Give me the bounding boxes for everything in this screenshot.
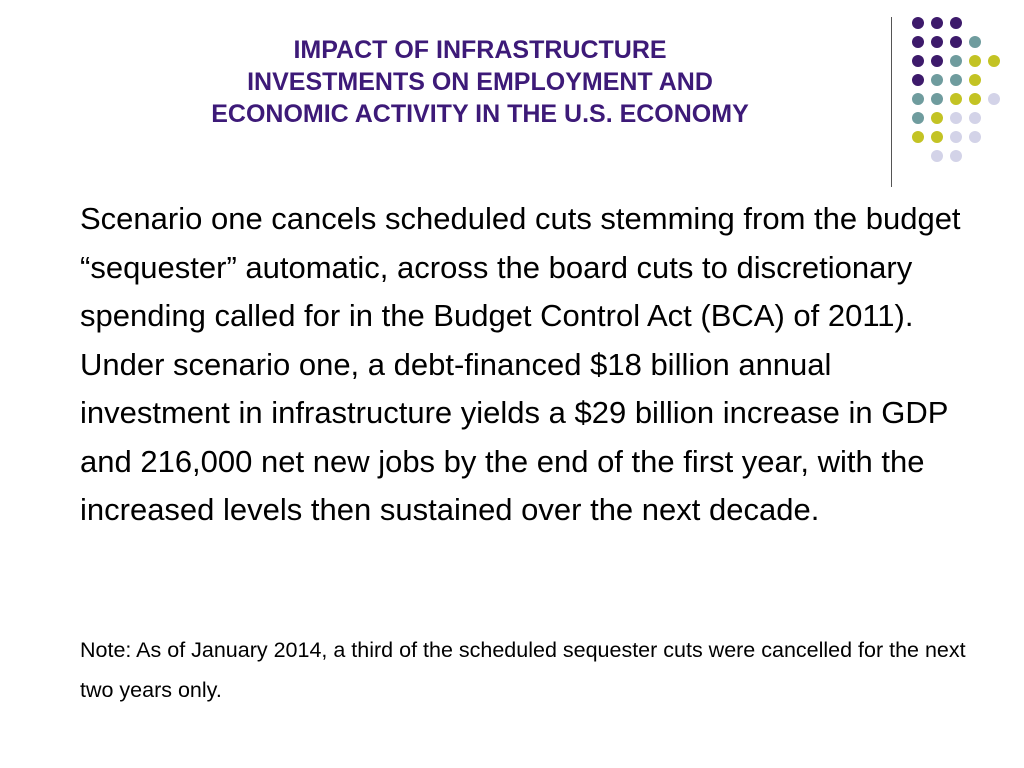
- dot-purple: [912, 55, 924, 67]
- body-paragraph: Scenario one cancels scheduled cuts stemming from the budget “sequester” automatic, across the board cuts to discretionary spending called for in the Budget Control Act (BCA) of 2011). Under scenario one, a debt-financed $18 billion annual investment in infrastructure yields a $29 billion increase in GDP and 216,000 net new jobs by the end of the first year, with the increased levels then sustained over the next decade.: [80, 201, 961, 527]
- dot-teal: [969, 36, 981, 48]
- dot-purple: [912, 36, 924, 48]
- dot-lavender: [950, 112, 962, 124]
- dot-purple: [912, 17, 924, 29]
- dot-purple: [950, 17, 962, 29]
- dot-olive: [969, 74, 981, 86]
- dot-lavender: [931, 150, 943, 162]
- dot-olive: [988, 55, 1000, 67]
- dot-purple: [931, 17, 943, 29]
- dot-teal: [950, 55, 962, 67]
- dot-purple: [931, 36, 943, 48]
- dot-olive: [931, 131, 943, 143]
- dot-olive: [969, 93, 981, 105]
- title-line-1: IMPACT OF INFRASTRUCTURE: [293, 36, 667, 64]
- dot-olive: [969, 55, 981, 67]
- dot-lavender: [950, 150, 962, 162]
- dot-teal: [931, 74, 943, 86]
- dot-lavender: [950, 131, 962, 143]
- dot-olive: [931, 112, 943, 124]
- title-line-2: INVESTMENTS ON EMPLOYMENT AND: [247, 68, 713, 96]
- dot-lavender: [988, 93, 1000, 105]
- dot-teal: [950, 74, 962, 86]
- title-line-3: ECONOMIC ACTIVITY IN THE U.S. ECONOMY: [211, 100, 749, 128]
- dot-lavender: [969, 131, 981, 143]
- dot-purple: [950, 36, 962, 48]
- dot-teal: [912, 112, 924, 124]
- dot-lavender: [969, 112, 981, 124]
- dot-purple: [912, 74, 924, 86]
- dot-purple: [931, 55, 943, 67]
- dot-teal: [931, 93, 943, 105]
- footnote: Note: As of January 2014, a third of the scheduled sequester cuts were cancelled for the next two years only.: [80, 638, 966, 702]
- dot-teal: [912, 93, 924, 105]
- dot-olive: [912, 131, 924, 143]
- dot-grid-ornament: [0, 0, 1024, 200]
- dot-olive: [950, 93, 962, 105]
